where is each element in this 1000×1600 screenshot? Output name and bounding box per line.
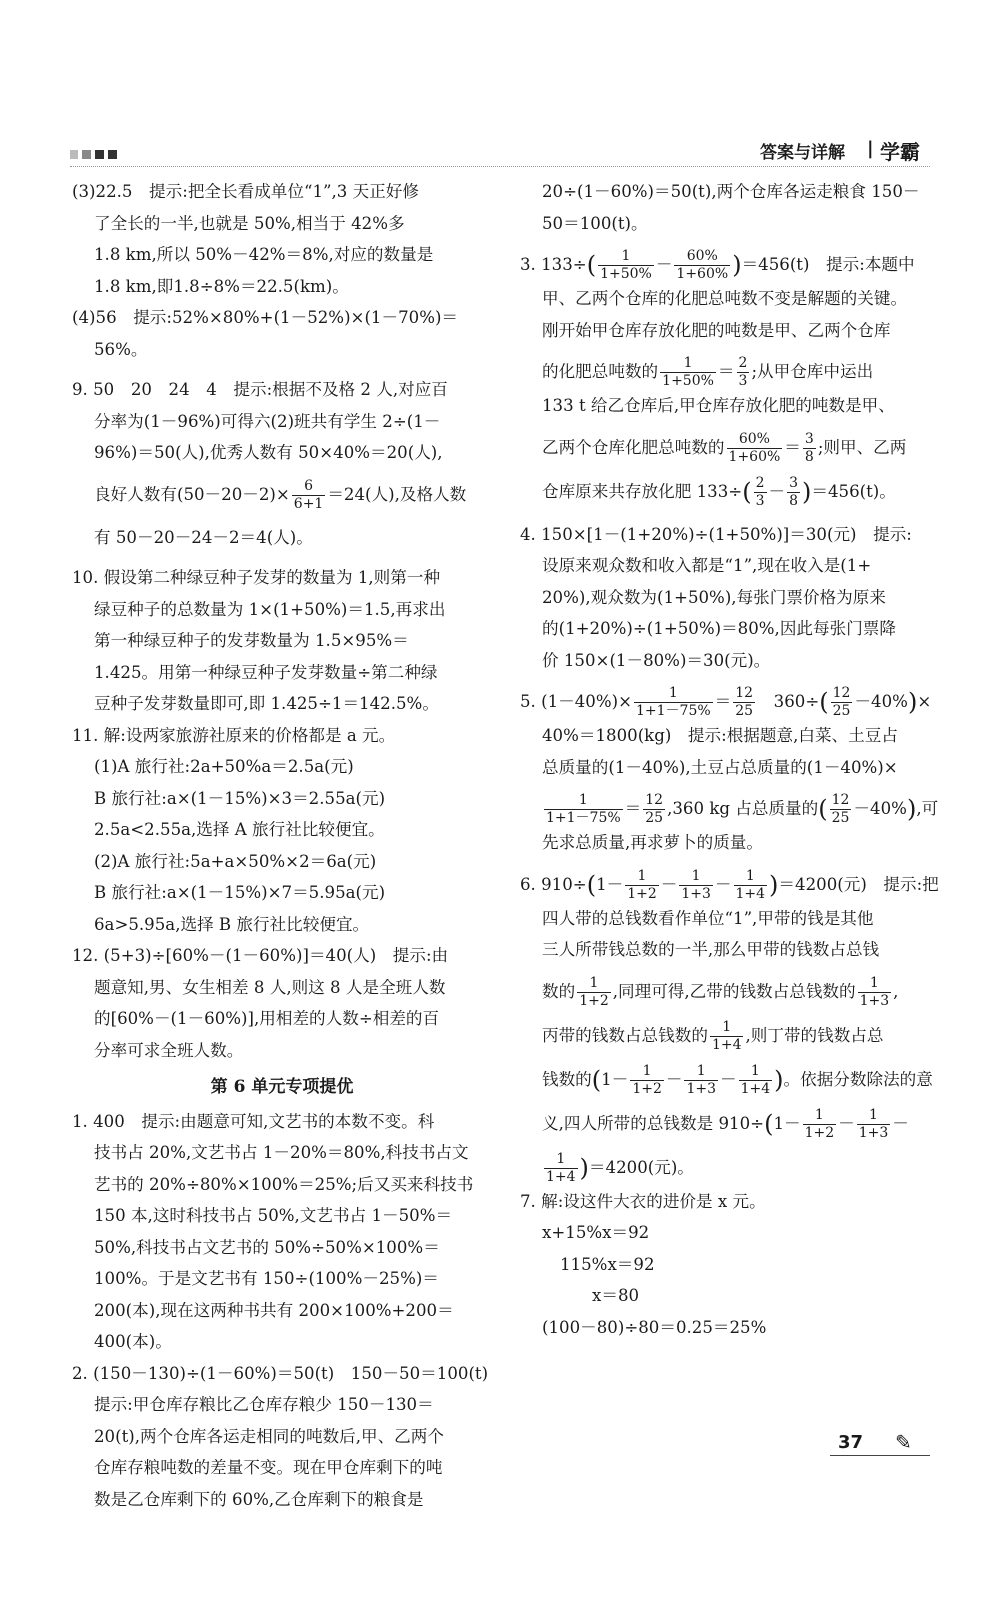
fraction: $\frac{12}{25}$ <box>645 792 664 826</box>
text-line: B 旅行社:a×(1－15%)×7＝5.95a(元) <box>94 883 386 902</box>
text-line: 提示:甲仓库存粮比乙仓库存粮少 150－130＝ <box>94 1395 434 1414</box>
fraction: $\frac{60\%}{1+60\%}$ <box>676 248 729 282</box>
text-line: 20(t),两个仓库各运走相同的吨数后,甲、乙两个 <box>94 1426 444 1446</box>
text-line: 价 150×(1－80%)＝30(元)。 <box>542 650 771 670</box>
text-line: 先求总质量,再求萝卜的质量。 <box>542 833 763 852</box>
text-line: 题意知,男、女生相差 8 人,则这 8 人是全班人数 <box>94 977 446 997</box>
fraction: $\frac{1}{1+4}$ <box>735 867 766 902</box>
formula-line: 数的 $\frac{1}{1+2}$ ,同理可得,乙带的钱数占总钱数的 $\frac{1}{1+3}$ , <box>542 974 899 1009</box>
equation-line: (100－80)÷80＝0.25＝25% <box>542 1317 767 1337</box>
text-line: (4)56 提示:52%×80%+(1－52%)×(1－70%)＝ <box>72 308 459 327</box>
header-rule <box>70 166 930 167</box>
formula-line: $\frac{1}{1+4}$ )＝4200(元)。 <box>546 1150 694 1185</box>
formula-line: 仓库原来共存放化肥 133÷( $\frac{2}{3}$ － $\frac{3}{8}$ )＝456(t)。 <box>542 474 896 509</box>
fraction: $\frac{1}{1+3}$ <box>859 974 890 1009</box>
formula-line: 良好人数有(50－20－2)× $\frac{6}{6+1}$ ＝24(人),及格人数 <box>94 477 467 512</box>
text-line: 56%。 <box>94 339 148 359</box>
text-line: 10. 假设第二种绿豆种子发芽的数量为 1,则第一种 <box>72 568 441 587</box>
text-line: 50＝100(t)。 <box>542 213 648 233</box>
text-line: 数是乙仓库剩下的 60%,乙仓库剩下的粮食是 <box>94 1489 424 1509</box>
text-line: 96%)＝50(人),优秀人数有 50×40%＝20(人), <box>94 443 443 462</box>
fraction: $\frac{1}{1+4}$ <box>546 1150 576 1185</box>
fraction: $\frac{3}{8}$ <box>789 474 799 509</box>
text-line: 刚开始甲仓库存放化肥的吨数是甲、乙两个仓库 <box>542 320 891 340</box>
text-line: 的(1+20%)÷(1+50%)＝80%,因此每张门票降 <box>542 619 896 638</box>
fraction: $\frac{3}{8}$ <box>804 430 814 465</box>
text-line: 9. 50 20 24 4 提示:根据不及格 2 人,对应百 <box>72 380 448 399</box>
text-line: 400(本)。 <box>94 1332 172 1351</box>
formula-line: 钱数的(1－ $\frac{1}{1+2}$ － $\frac{1}{1+3}$ － $\frac{1}{1+4}$ )。依据分数除法的意 <box>542 1062 933 1097</box>
text-line: 150 本,这时科技书占 50%,文艺书占 1－50%＝ <box>94 1206 453 1225</box>
formula-line: 乙两个仓库化肥总吨数的 $\frac{60\%}{1+60\%}$ ＝ $\frac{3}{8}$ ;则甲、乙两 <box>542 430 907 465</box>
text-line: 50%,科技书占文艺书的 50%÷50%×100%＝ <box>94 1237 440 1257</box>
text-line: 四人带的总钱数看作单位“1”,甲带的钱是其他 <box>542 908 874 928</box>
text-line: 2.5a<2.55a,选择 A 旅行社比较便宜。 <box>94 820 385 839</box>
page-number-rule <box>830 1455 930 1456</box>
text-line: 1. 400 提示:由题意可知,文艺书的本数不变。科 <box>72 1111 435 1131</box>
equation-line: x+15%x＝92 <box>542 1223 650 1242</box>
equation-line: 115%x＝92 <box>560 1254 655 1274</box>
fraction: $\frac{6}{6+1}$ <box>293 477 324 512</box>
formula-line: 6. 910÷(1－ $\frac{1}{1+2}$ － $\frac{1}{1+3}$ － $\frac{1}{1+4}$ )＝4200(元) 提示:把 <box>520 867 939 902</box>
text-line: 4. 150×[1－(1+20%)÷(1+50%)]＝30(元) 提示: <box>520 524 912 544</box>
formula-line: 3. 133÷( $\frac{1}{1+50\%}$ － $\frac{60\%}{1+60\%}$ )＝456(t) 提示:本题中 <box>520 248 915 282</box>
fraction: $\frac{1}{1+2}$ <box>804 1106 835 1141</box>
text-line: 2. (150－130)÷(1－60%)＝50(t) 150－50＝100(t) <box>72 1363 489 1383</box>
pencil-icon: ✎ <box>895 1430 912 1454</box>
fraction: $\frac{2}{3}$ <box>738 355 748 389</box>
formula-line: 的化肥总吨数的 $\frac{1}{1+50\%}$ ＝ $\frac{2}{3}$ ;从甲仓库中运出 <box>542 355 874 389</box>
text-line: 的[60%－(1－60%)],用相差的人数÷相差的百 <box>94 1009 440 1028</box>
formula-line: 丙带的钱数占总钱数的 $\frac{1}{1+4}$ ,则丁带的钱数占总 <box>542 1018 884 1053</box>
text-line: 200(本),现在这两种书共有 200×100%+200＝ <box>94 1300 454 1320</box>
text-line: 100%。于是文艺书有 150÷(100%－25%)＝ <box>94 1269 439 1288</box>
fraction: $\frac{1}{1+2}$ <box>632 1062 662 1097</box>
fraction: $\frac{1}{1+50\%}$ <box>662 355 714 389</box>
text-line: 技书占 20%,文艺书占 1－20%＝80%,科技书占文 <box>94 1143 469 1162</box>
text-line: (3)22.5 提示:把全长看成单位“1”,3 天正好修 <box>72 182 419 201</box>
text-line: 1.425。用第一种绿豆种子发芽数量÷第二种绿 <box>94 662 438 682</box>
header-decoration <box>70 150 117 159</box>
text-line: (2)A 旅行社:5a+a×50%×2＝6a(元) <box>94 851 377 871</box>
fraction: $\frac{1}{1+1-75\%}$ <box>636 685 711 719</box>
fraction: $\frac{1}{1+3}$ <box>858 1106 889 1141</box>
formula-line: 义,四人所带的总钱数是 910÷(1－ $\frac{1}{1+2}$ － $\frac{1}{1+3}$ － <box>542 1106 909 1141</box>
text-line: 1.8 km,即1.8÷8%＝22.5(km)。 <box>94 276 349 296</box>
fraction: $\frac{1}{1+2}$ <box>627 867 657 902</box>
formula-line: 5. (1－40%)× $\frac{1}{1+1-75\%}$ ＝ $\frac{12}{25}$ 360÷( $\frac{12}{25}$ －40%)× <box>520 685 932 719</box>
header-title: 答案与详解 <box>760 143 845 163</box>
text-line: 6a>5.95a,选择 B 旅行社比较便宜。 <box>94 914 370 934</box>
header-separator: | <box>867 138 874 159</box>
text-line: 第一种绿豆种子的发芽数量为 1.5×95%＝ <box>94 631 409 650</box>
text-line: 三人所带钱总数的一半,那么甲带的钱数占总钱 <box>542 940 880 959</box>
fraction: $\frac{2}{3}$ <box>755 474 765 509</box>
fraction: $\frac{12}{25}$ <box>831 792 850 826</box>
text-line: 仓库存粮吨数的差量不变。现在甲仓库剩下的吨 <box>94 1458 443 1477</box>
text-line: 20%),观众数为(1+50%),每张门票价格为原来 <box>542 587 886 607</box>
page-number: 37 <box>838 1432 864 1453</box>
fraction: $\frac{12}{25}$ <box>735 685 754 719</box>
left-column <box>72 176 492 1515</box>
text-line: 分率可求全班人数。 <box>94 1040 244 1060</box>
fraction: $\frac{1}{1+3}$ <box>686 1062 716 1097</box>
text-line: 绿豆种子的总数量为 1×(1+50%)＝1.5,再求出 <box>94 599 446 619</box>
fraction: $\frac{1}{1+2}$ <box>579 974 609 1009</box>
fraction: $\frac{12}{25}$ <box>832 685 851 719</box>
fraction: $\frac{1}{1+3}$ <box>681 867 711 902</box>
section-heading: 第 6 单元专项提优 <box>210 1077 354 1097</box>
text-line: 7. 解:设这件大衣的进价是 x 元。 <box>520 1191 766 1211</box>
text-line: 了全长的一半,也就是 50%,相当于 42%多 <box>94 213 405 233</box>
fraction: $\frac{1}{1+50\%}$ <box>600 248 652 282</box>
fraction: $\frac{60\%}{1+60\%}$ <box>728 430 781 465</box>
text-line: 11. 解:设两家旅游社原来的价格都是 a 元。 <box>72 725 396 745</box>
text-line: 40%＝1800(kg) 提示:根据题意,白菜、土豆占 <box>542 726 898 745</box>
text-line: 甲、乙两个仓库的化肥总吨数不变是解题的关键。 <box>542 289 908 308</box>
text-line: 总质量的(1－40%),土豆占总质量的(1－40%)× <box>542 757 898 777</box>
text-line: (1)A 旅行社:2a+50%a＝2.5a(元) <box>94 757 354 776</box>
formula-line: $\frac{1}{1+1-75\%}$ ＝ $\frac{12}{25}$ ,360 kg 占总质量的( $\frac{12}{25}$ －40%),可 <box>546 792 939 826</box>
text-line: 设原来观众数和收入都是“1”,现在收入是(1+ <box>542 556 872 575</box>
fraction: $\frac{1}{1+4}$ <box>740 1062 771 1097</box>
right-column <box>520 176 940 1343</box>
text-line: 分率为(1－96%)可得六(2)班共有学生 2÷(1－ <box>94 411 441 431</box>
text-line: 有 50－20－24－2＝4(人)。 <box>94 527 313 547</box>
text-line: 12. (5+3)÷[60%－(1－60%)]＝40(人) 提示:由 <box>72 946 449 965</box>
equation-line: x＝80 <box>592 1286 640 1305</box>
fraction: $\frac{1}{1+4}$ <box>711 1018 742 1053</box>
text-line: B 旅行社:a×(1－15%)×3＝2.55a(元) <box>94 788 386 808</box>
text-line: 20÷(1－60%)＝50(t),两个仓库各运走粮食 150－ <box>542 182 920 201</box>
fraction: $\frac{1}{1+1-75\%}$ <box>546 792 621 826</box>
text-line: 1.8 km,所以 50%－42%＝8%,对应的数量是 <box>94 245 434 264</box>
brand-logo: 学霸 <box>880 140 920 164</box>
text-line: 艺书的 20%÷80%×100%＝25%;后又买来科技书 <box>94 1174 474 1194</box>
text-line: 豆种子发芽数量即可,即 1.425÷1＝142.5%。 <box>94 694 439 713</box>
text-line: 133 t 给乙仓库后,甲仓库存放化肥的吨数是甲、 <box>542 396 895 415</box>
